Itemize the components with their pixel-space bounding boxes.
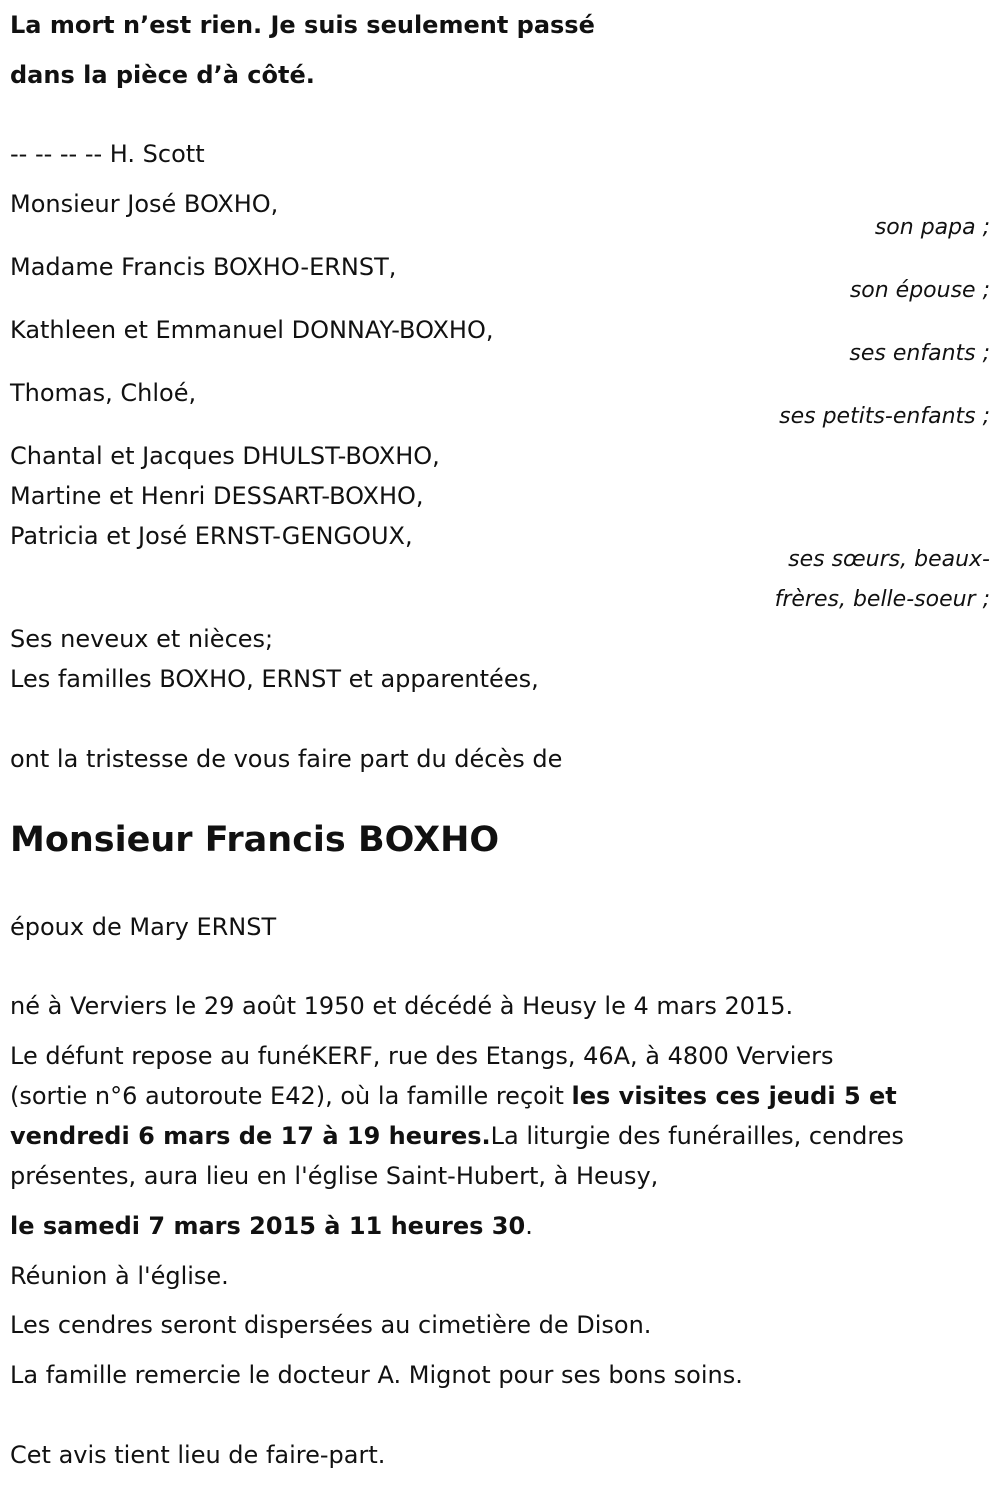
family-name-wife: Madame Francis BOXHO-ERNST, [10,253,397,281]
family-relation-wife: son épouse ; [849,278,990,303]
closing-line: Cet avis tient lieu de faire-part. [10,1441,386,1469]
sibling-name: Patricia et José ERNST-GENGOUX, [10,522,413,550]
ceremony-datetime: le samedi 7 mars 2015 à 11 heures 30 [10,1212,526,1240]
announcement: ont la tristesse de vous faire part du décès de [10,745,563,773]
details-line-4: présentes, aura lieu en l'église Saint-Hubert, à Heusy, [10,1162,659,1190]
thanks-line: La famille remercie le docteur A. Mignot pour ses bons soins. [10,1361,743,1389]
quote-author: -- -- -- -- H. Scott [10,140,205,168]
details-line-2 [10,1081,897,1111]
visits-info: les visites ces jeudi 5 et [571,1082,897,1110]
details-line-1: Le défunt repose au funéKERF, rue des Etangs, 46A, à 4800 Verviers [10,1042,834,1070]
ashes-line: Les cendres seront dispersées au cimetière de Dison. [10,1311,652,1339]
ceremony-suffix: . [525,1212,533,1240]
family-relation-father: son papa ; [874,215,990,240]
sibling-name: Martine et Henri DESSART-BOXHO, [10,482,424,510]
details-line-3 [10,1121,904,1151]
visits-info-cont: vendredi 6 mars de 17 à 19 heures. [10,1122,491,1150]
reunion-line: Réunion à l'église. [10,1262,229,1290]
details-line-2-text: (sortie n°6 autoroute E42), où la famille reçoit [10,1082,572,1110]
ceremony-line [10,1211,533,1241]
spouse-line: époux de Mary ERNST [10,913,277,941]
birth-death-line: né à Verviers le 29 août 1950 et décédé à Heusy le 4 mars 2015. [10,992,794,1020]
sibling-relation-line-1: ses sœurs, beaux- [788,547,990,572]
sibling-name: Chantal et Jacques DHULST-BOXHO, [10,442,440,470]
others-line: Ses neveux et nièces; [10,625,274,653]
family-name-grandchildren: Thomas, Chloé, [10,379,197,407]
family-name-children: Kathleen et Emmanuel DONNAY-BOXHO, [10,316,494,344]
sibling-relation-line-2: frères, belle-soeur ; [774,587,990,612]
others-line: Les familles BOXHO, ERNST et apparentées, [10,665,539,693]
details-line-3-text: La liturgie des funérailles, cendres [490,1122,904,1150]
family-name-father: Monsieur José BOXHO, [10,190,279,218]
quote-line-2: dans la pièce d’à côté. [10,61,315,89]
quote-line-1: La mort n’est rien. Je suis seulement passé [10,11,595,39]
deceased-name: Monsieur Francis BOXHO [10,820,500,860]
family-relation-grandchildren: ses petits-enfants ; [779,404,990,429]
family-relation-children: ses enfants ; [849,341,990,366]
